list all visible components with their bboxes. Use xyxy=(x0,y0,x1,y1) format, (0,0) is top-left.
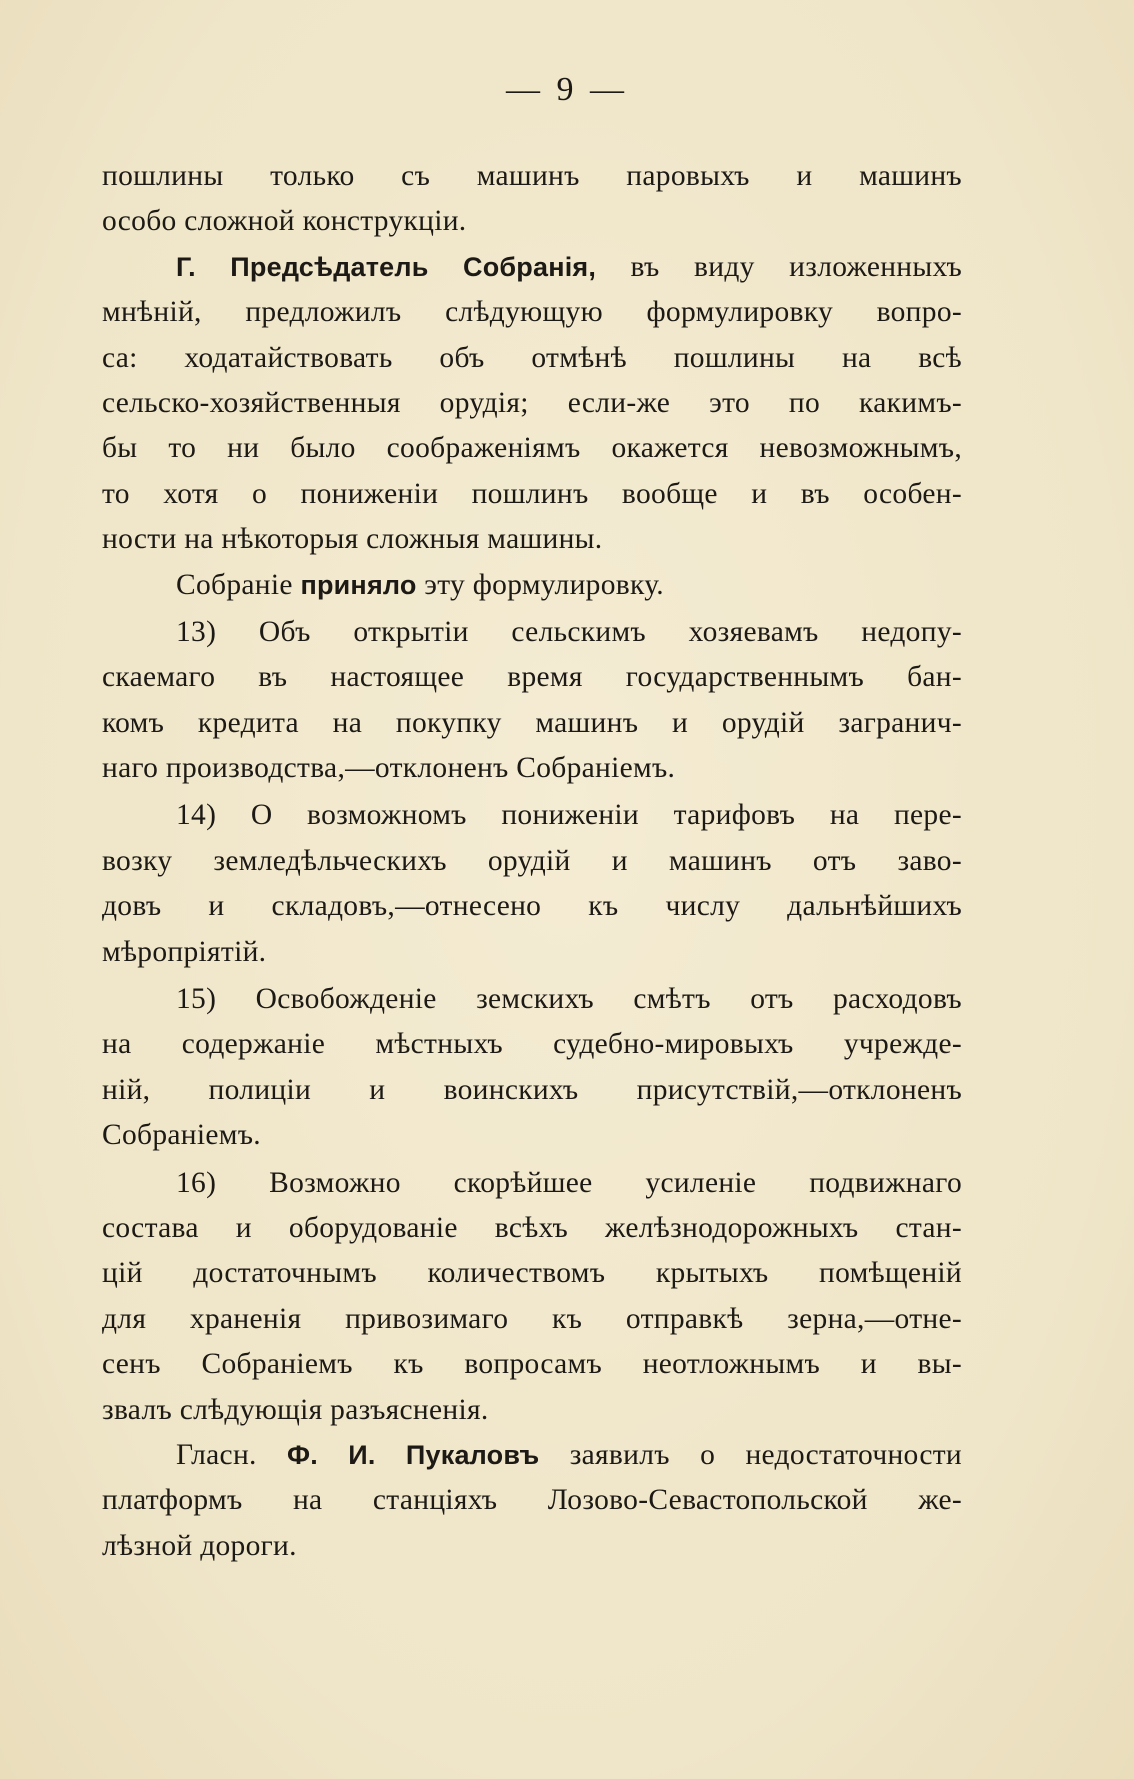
text-line: довъ и складовъ,—отнесено къ числу дальнѣйшихъ xyxy=(102,890,962,923)
text-line: сенъ Собраніемъ къ вопросамъ неотложнымъ и вы- xyxy=(102,1348,962,1381)
text-line: 15) Освобожденіе земскихъ смѣтъ отъ расходовъ xyxy=(176,983,962,1016)
text-line: 14) О возможномъ пониженіи тарифовъ на пере- xyxy=(176,799,962,832)
paragraph-continuation xyxy=(102,154,962,245)
paragraph-chairman xyxy=(102,245,962,563)
emphasis-word: приняло xyxy=(300,569,417,600)
page-number: — 9 — xyxy=(506,71,628,108)
paragraph-item-16 xyxy=(102,1161,962,1433)
text-line: возку земледѣльческихъ орудій и машинъ отъ заво- xyxy=(102,844,962,877)
text-line: Собраніемъ. xyxy=(102,1119,261,1152)
text-line: ности на нѣкоторыя сложныя машины. xyxy=(102,523,603,556)
text-line: то хотя о пониженіи пошлинъ вообще и въ особен- xyxy=(102,477,962,510)
paragraph-item-14 xyxy=(102,793,962,975)
speaker-name: Ф. И. Пукаловъ xyxy=(287,1439,540,1470)
text-line: ній, полиціи и воинскихъ присутствій,—отклоненъ xyxy=(102,1073,962,1106)
text-line: состава и оборудованіе всѣхъ желѣзнодорожныхъ стан- xyxy=(102,1211,962,1244)
text-fragment: Собраніе xyxy=(176,568,301,601)
text-line xyxy=(102,245,962,290)
paragraph-item-13 xyxy=(102,610,962,792)
text-fragment: въ виду изложенныхъ xyxy=(596,250,962,283)
text-line: са: ходатайствовать объ отмѣнѣ пошлины на всѣ xyxy=(102,341,962,374)
body-text xyxy=(102,154,962,1569)
text-line: бы то ни было соображеніямъ окажется невозможнымъ, xyxy=(102,432,962,465)
text-line: 13) Объ открытіи сельскимъ хозяевамъ недопу- xyxy=(176,615,962,648)
text-fragment: заявилъ о недостаточности xyxy=(539,1438,962,1471)
text-line xyxy=(102,1433,962,1478)
text-line: наго производства,—отклоненъ Собраніемъ. xyxy=(102,752,676,785)
text-line: лѣзной дороги. xyxy=(102,1529,297,1562)
text-line: сельско-хозяйственныя орудія; если-же это по какимъ- xyxy=(102,386,962,419)
text-line: мѣропріятій. xyxy=(102,935,267,968)
text-line: для храненія привозимаго къ отправкѣ зерна,—отне- xyxy=(102,1302,962,1335)
text-line: 16) Возможно скорѣйшее усиленіе подвижнаго xyxy=(176,1166,962,1199)
text-line: комъ кредита на покупку машинъ и орудій загранич- xyxy=(102,706,962,739)
text-fragment: эту формулировку. xyxy=(416,568,664,601)
text-line: мнѣній, предложилъ слѣдующую формулировку вопро- xyxy=(102,296,962,329)
text-line: платформъ на станціяхъ Лозово-Севастопольской же- xyxy=(102,1484,962,1517)
text-line: пошлины только съ машинъ паровыхъ и машинъ xyxy=(102,160,962,192)
speaker-name: Г. Предсѣдатель Собранія, xyxy=(176,251,597,282)
paragraph-item-15 xyxy=(102,977,962,1159)
paragraph-assembly-accepted xyxy=(102,563,962,608)
text-line: на содержаніе мѣстныхъ судебно-мировыхъ учрежде- xyxy=(102,1028,962,1061)
text-line: особо сложной конструкціи. xyxy=(102,205,467,238)
text-line: скаемаго въ настоящее время государственнымъ бан- xyxy=(102,661,962,694)
text-line xyxy=(102,563,962,608)
text-line: цій достаточнымъ количествомъ крытыхъ помѣщеній xyxy=(102,1257,962,1290)
paragraph-pukalov xyxy=(102,1433,962,1569)
text-line: звалъ слѣдующія разъясненія. xyxy=(102,1393,489,1426)
text-fragment: Гласн. xyxy=(176,1438,288,1471)
